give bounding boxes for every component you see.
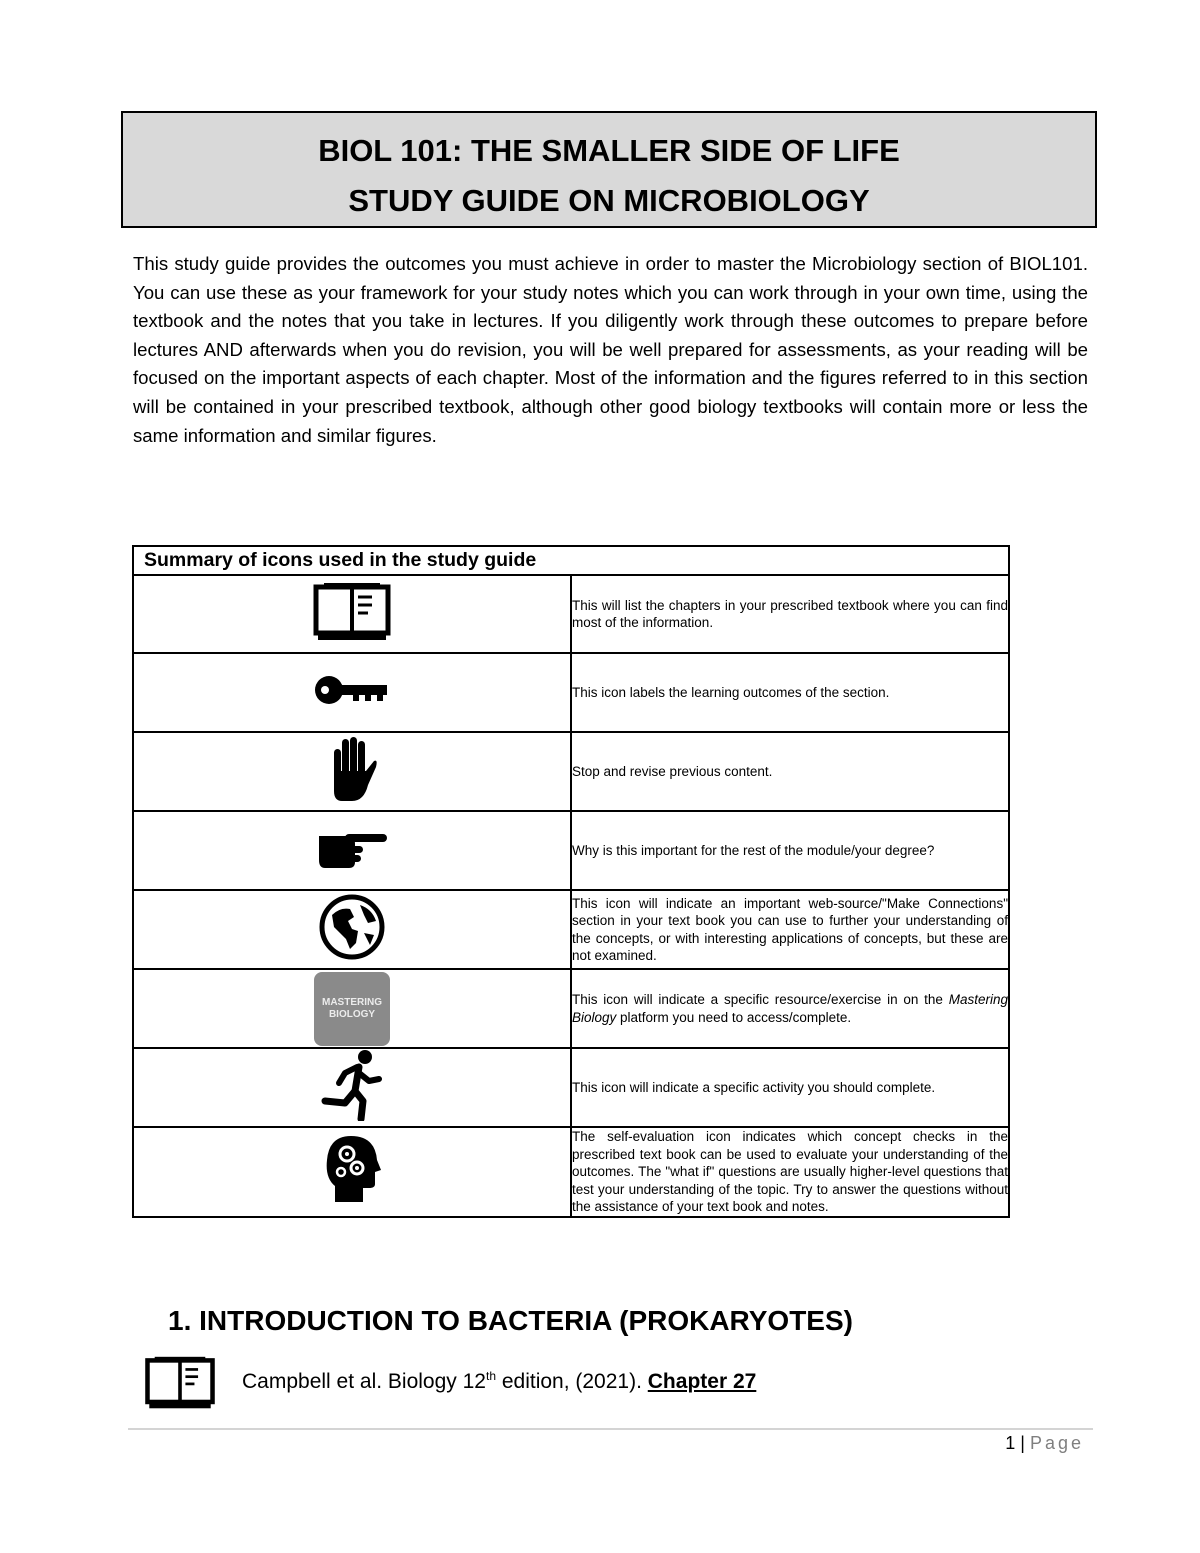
badge-line-1: MASTERING (322, 996, 382, 1008)
row-text: Why is this important for the rest of the module/your degree? (571, 811, 1009, 890)
row-text: This icon will indicate a specific resource/exercise in on the Mastering Biology platform you need to access/complete. (571, 969, 1009, 1048)
running-person-icon (319, 1049, 385, 1121)
table-row (133, 890, 1009, 969)
table-row (133, 1127, 1009, 1217)
row-text: The self-evaluation icon indicates which concept checks in the prescribed text book can be used to evaluate your understanding of the outcomes. The "what if" questions are usually higher-level questions that test your understanding of the topic. Try to answer the questions without the assistance of your text book and notes. (571, 1127, 1009, 1217)
pointing-hand-icon (315, 826, 389, 870)
key-icon (313, 670, 391, 710)
table-row (133, 969, 1009, 1048)
mastering-biology-name: Mastering Biology (572, 992, 1008, 1025)
badge-line-2: BIOLOGY (328, 1008, 376, 1020)
footer-divider (128, 1428, 1093, 1430)
book-icon (143, 1355, 217, 1411)
row-text: This will list the chapters in your prescribed textbook where you can find most of the information. (571, 575, 1009, 653)
mastering-biology-icon (314, 972, 390, 1046)
guide-title: STUDY GUIDE ON MICROBIOLOGY (348, 183, 870, 218)
stop-hand-icon (326, 735, 378, 803)
row-text: This icon labels the learning outcomes of the section. (571, 653, 1009, 732)
table-row (133, 653, 1009, 732)
chapter-reference: Chapter 27 (647, 1370, 757, 1393)
intro-paragraph: This study guide provides the outcomes you must achieve in order to master the Microbiology section of BIOL101. You can use these as your framework for your study notes which you can work through in your own time, using the textbook and the notes that you take in lectures. If you diligently work through these outcomes to prepare before lectures AND afterwards when you do revision, you will be well prepared for assessments, as your reading will be focused on the important aspects of each chapter. Most of the information and the figures referred to in this section will be contained in your prescribed textbook, although other good biology textbooks will contain more or less the same information and similar figures. (133, 253, 1088, 446)
row-text: Stop and revise previous content. (571, 732, 1009, 811)
textbook-reference: Campbell et al. Biology 12th edition, (2021). Chapter 27 (242, 1369, 757, 1393)
icon-summary-table (132, 545, 1010, 1218)
table-row (133, 811, 1009, 890)
globe-icon (318, 893, 386, 961)
page-number: 1 | Page (1005, 1433, 1084, 1453)
title-box (121, 111, 1097, 228)
course-title: BIOL 101: THE SMALLER SIDE OF LIFE (318, 133, 900, 168)
table-row (133, 575, 1009, 653)
row-text: This icon will indicate a specific activity you should complete. (571, 1048, 1009, 1127)
table-row (133, 1048, 1009, 1127)
row-text: This icon will indicate an important web-source/"Make Connections" section in your text book you can use to further your understanding of the concepts, or with interesting applications of concepts, but these are not examined. (571, 890, 1009, 969)
icon-table-heading: Summary of icons used in the study guide (133, 546, 1009, 575)
section-heading: 1. INTRODUCTION TO BACTERIA (PROKARYOTES) (168, 1305, 853, 1336)
head-gears-icon (323, 1134, 381, 1204)
table-row (133, 732, 1009, 811)
book-icon (312, 581, 392, 643)
